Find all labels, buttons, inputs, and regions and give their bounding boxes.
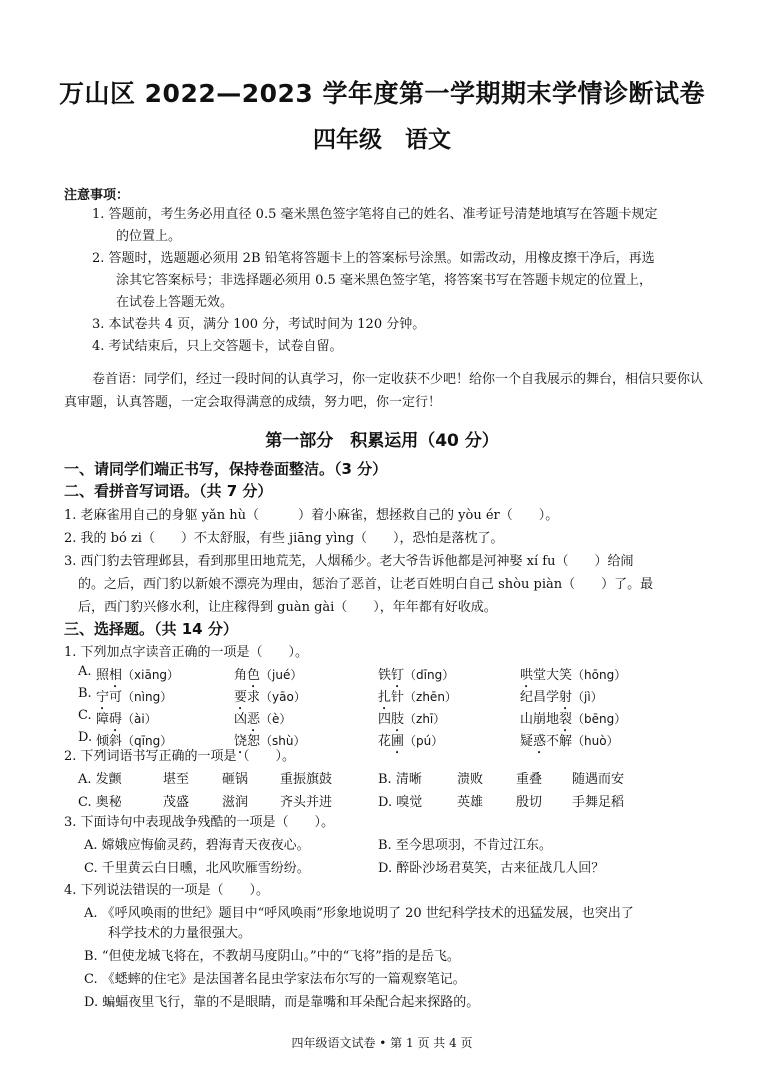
dotted-character: 饶 [234,734,248,749]
q1-option-word [378,730,443,757]
pinyin-annotation: （zhī） [404,712,446,726]
notice-item-2-cont: 涂其它答案标号；非选择题必须用 0.5 毫米黑色签字笔，将答案书写在答题卡规定的位置上， [116,273,652,288]
q4-option-b: B. “但使龙城飞将在，不教胡马度阴山。”中的“飞将”指的是岳飞。 [84,949,460,964]
pinyin-annotation: （dīng） [404,668,455,682]
word-text: 可 [109,690,123,705]
dotted-character: 哄 [520,668,534,683]
word-text: 纪昌学 [520,690,560,705]
q1-option-word [520,730,619,757]
pinyin-annotation: （xiāng） [122,668,180,682]
q2-option-b: B. 清晰 [378,772,422,787]
pinyin-annotation: （ài） [122,712,157,726]
word-text: 不解 [546,734,573,749]
q4-option-d: D. 蝙蝠夜里飞行，靠的不是眼睛，而是靠嘴和耳朵配合起来探路的。 [84,995,480,1010]
pinyin-annotation: （jué） [260,668,303,682]
page-footer: 四年级语文试卷 • 第 1 页 共 4 页 [291,1036,473,1050]
choice-question-4: 4. 下列说法错误的一项是（ ）。 [64,883,270,898]
notice-item-1: 1. 答题前，考生务必用直径 0.5 毫米黑色签字笔将自己的姓名、准考证号清楚地填写在答题卡规定 [92,207,658,222]
q2-option-a-word4: 重振旗鼓 [280,772,333,787]
part1-title: 第一部分 积累运用（40 分） [265,431,499,451]
intro-paragraph: 卷首语：同学们，经过一段时间的认真学习，你一定收获不少吧！给你一个自我展示的舞台，相信只要你认真审题，认真答题，一定会取得满意的成绩，努力吧，你一定行！ [64,372,704,410]
word-text: 山崩地 [520,712,560,727]
word-text: 凶 [234,712,248,727]
q2-option-c-word4: 齐头并进 [280,795,333,810]
choice-question-1: 1. 下列加点字读音正确的一项是（ ）。 [64,645,309,660]
pinyin-question-2: 2. 我的 bó zi（ ）不太舒服，有些 jiāng yìng（ ），恐怕是落枕了。 [64,531,504,546]
pinyin-question-1: 1. 老麻雀用自己的身躯 yǎn hù（ ）着小麻雀，想拯救自己的 yòu ér（ ）。 [64,508,559,523]
notice-item-1-cont: 的位置上。 [116,229,182,244]
word-text: 堂大笑 [533,668,573,683]
dotted-character: 扎 [378,690,392,705]
q1-option-label: D. [78,730,93,745]
notice-item-3: 3. 本试卷共 4 页，满分 100 分，考试时间为 120 分钟。 [92,317,426,332]
notice-title: 注意事项： [64,188,130,203]
dotted-character: 圃 [391,734,405,749]
word-text: 四 [378,712,392,727]
q2-option-d-word4: 手舞足稻 [572,795,625,810]
word-text: 角 [234,668,248,683]
dotted-character: 惑 [533,734,547,749]
pinyin-annotation: （jì） [572,690,603,704]
q2-option-b-word2: 溃败 [457,772,484,787]
word-text: 花 [378,734,392,749]
pinyin-annotation: （zhēn） [404,690,457,704]
pinyin-annotation: （è） [260,712,292,726]
pinyin-question-3-cont: 的。之后，西门豹以新娘不漂亮为理由，惩治了恶首，让老百姓明白自己 shòu piàn（ ）了。最 [78,577,654,592]
q2-option-c-word3: 滋润 [222,795,249,810]
q2-option-c-word2: 茂盛 [163,795,190,810]
word-text: 恕 [247,734,261,749]
q3-option-c: C. 千里黄云白日曛，北风吹雁雪纷纷。 [84,861,310,876]
pinyin-question-3: 3. 西门豹去管理邺县，看到那里田地荒芜，人烟稀少。老大爷告诉他都是河神娶 xí fu（ ）给闹 [64,554,634,569]
pinyin-question-3-cont2: 后，西门豹兴修水利，让庄稼得到 guàn gài（ ），年年都有好收成。 [78,600,497,615]
pinyin-annotation: （pú） [404,734,444,748]
q3-option-b: B. 至今思项羽，不肯过江东。 [378,838,552,853]
choice-question-2: 2. 下列词语书写正确的一项是（ ）。 [64,749,296,764]
q2-option-d-word2: 英雄 [457,795,484,810]
dotted-character: 裂 [559,712,573,727]
dotted-character: 倾 [96,734,110,749]
word-text: 疑 [520,734,534,749]
q1-option-label: A. [78,664,92,679]
notice-item-2-cont2: 在试卷上答题无效。 [116,295,234,310]
word-text: 铁 [378,668,392,683]
q2-option-d: D. 嗅觉 [378,795,423,810]
q2-option-a-word3: 砸锅 [222,772,249,787]
page-subtitle: 四年级 语文 [313,127,451,153]
dotted-character: 要 [234,690,248,705]
pinyin-annotation: （yāo） [260,690,306,704]
pinyin-annotation: （shù） [260,734,306,748]
dotted-character: 相 [109,668,123,683]
pinyin-annotation: （nìng） [122,690,173,704]
dotted-character: 钉 [391,668,405,683]
word-text: 求 [247,690,261,705]
q1-option-label: C. [78,708,92,723]
word-text: 照 [96,668,110,683]
pinyin-annotation: （qīng） [122,734,173,748]
section-2-heading: 二、看拼音写词语。（共 7 分） [64,482,273,500]
word-text: 针 [391,690,405,705]
q2-option-a: A. 发颤 [78,772,122,787]
dotted-character: 碍 [109,712,123,727]
section-1-heading: 一、请同学们端正书写，保持卷面整洁。（3 分） [64,460,388,478]
word-text: 障 [96,712,110,727]
q4-option-a: A. 《呼风唤雨的世纪》题目中“呼风唤雨”形象地说明了 20 世纪科学技术的迅猛发展，也突出了 [84,906,634,921]
dotted-character: 宁 [96,690,110,705]
choice-question-3: 3. 下面诗句中表现战争残酷的一项是（ ）。 [64,815,335,830]
q2-option-b-word3: 重叠 [516,772,543,787]
notice-item-4: 4. 考试结束后，只上交答题卡，试卷自留。 [92,339,343,354]
q3-option-a: A. 嫦娥应悔偷灵药，碧海青天夜夜心。 [84,838,310,853]
q2-option-b-word4: 随遇而安 [572,772,625,787]
q2-option-d-word3: 殷切 [516,795,543,810]
dotted-character: 恶 [247,712,261,727]
dotted-character: 肢 [391,712,405,727]
word-text: 斜 [109,734,123,749]
q1-option-label: B. [78,686,92,701]
page-title: 万山区 2022—2023 学年度第一学期期末学情诊断试卷 [58,79,706,108]
dotted-character: 色 [247,668,261,683]
q3-option-d: D. 醉卧沙场君莫笑，古来征战几人回？ [378,861,605,876]
pinyin-annotation: （huò） [572,734,619,748]
q2-option-c: C. 奥秘 [78,795,122,810]
q2-option-a-word2: 堪至 [163,772,190,787]
pinyin-annotation: （bēng） [572,712,627,726]
section-3-heading: 三、选择题。（共 14 分） [64,620,238,638]
notice-item-2: 2. 答题时，选题题必须用 2B 铅笔将答题卡上的答案标号涂黑。如需改动，用橡皮擦干净后，再选 [92,251,655,266]
pinyin-annotation: （hōng） [572,668,627,682]
dotted-character: 射 [559,690,573,705]
q4-option-c: C. 《蟋蟀的住宅》是法国著名昆虫学家法布尔写的一篇观察笔记。 [84,972,466,987]
q4-option-a-cont: 科学技术的力量很强大。 [108,926,252,941]
